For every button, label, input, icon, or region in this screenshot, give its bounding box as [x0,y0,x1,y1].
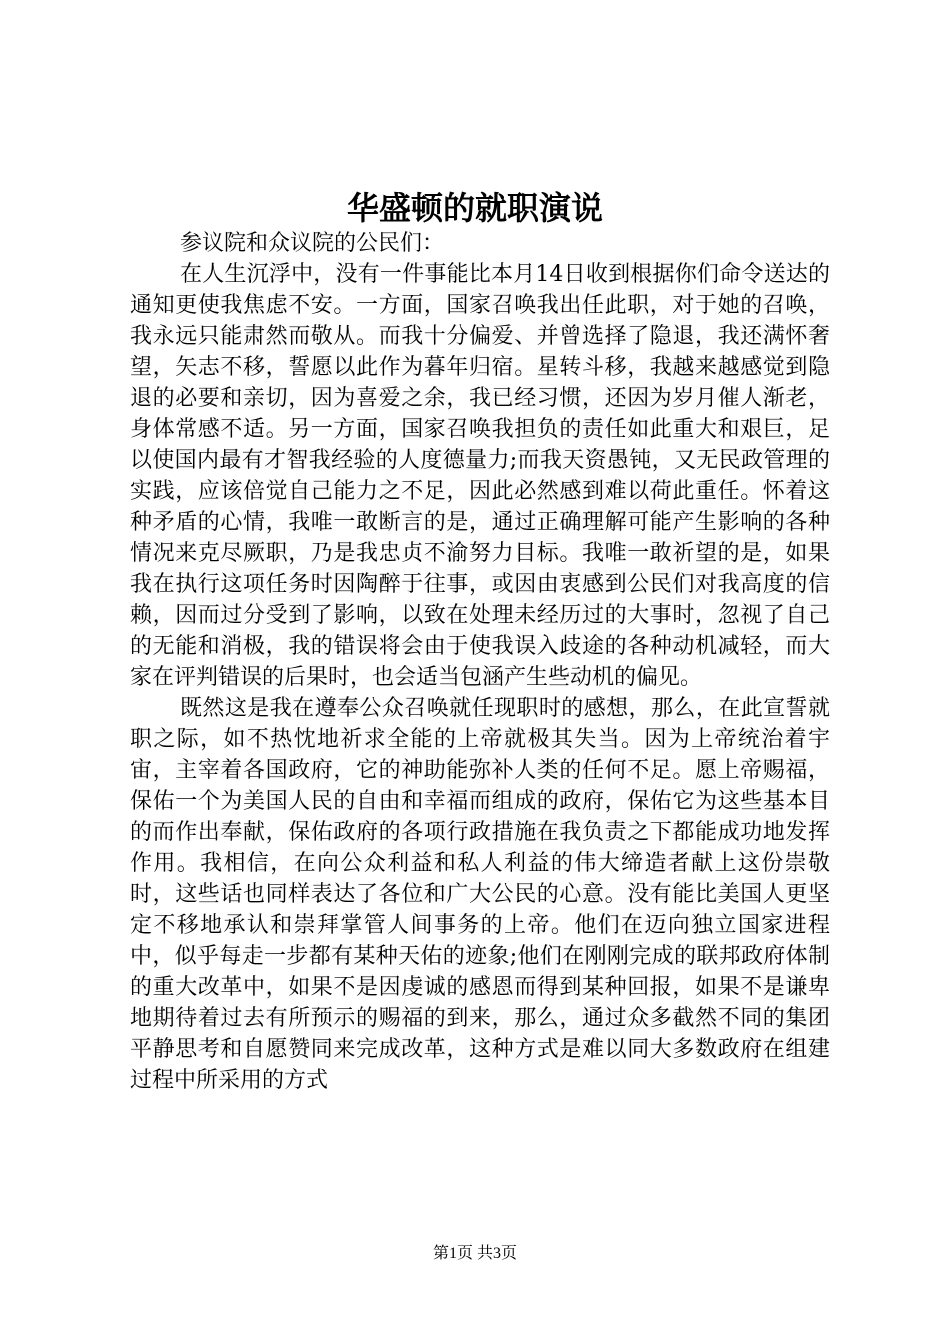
page-footer: 第1页 共3页 [432,1245,517,1262]
paragraph-2: 既然这是我在遵奉公众召唤就任现职时的感想，那么，在此宣誓就职之际，如不热忱地祈求全能的上帝就极其失当。因为上帝统治着宇宙，主宰着各国政府，它的神助能弥补人类的任何不足。愿上帝赐福，保佑一个为美国人民的自由和幸福而组成的政府，保佑它为这些基本目的而作出奉献，保佑政府的各项行政措施在我负责之下都能成功地发挥作用。我相信，在向公众利益和私人利益的伟大缔造者献上这份崇敬时，这些话也同样表达了各位和广大公民的心意。没有能比美国人更坚定不移地承认和崇拜掌管人间事务的上帝。他们在迈向独立国家进程中，似乎每走一步都有某种天佑的迹象;他们在刚刚完成的联邦政府体制的重大改革中，如果不是因虔诚的感恩而得到某种回报，如果不是谦卑地期待着过去有所预示的赐福的到来，那么，通过众多截然不同的集团平静思考和自愿赞同来完成改革，这种方式是难以同大多数政府在组建过程中所采用的方式 [130,696,830,1093]
paragraph-1: 在人生沉浮中，没有一件事能比本月14日收到根据你们命令送达的通知更使我焦虑不安。一方面，国家召唤我出任此职，对于她的召唤，我永远只能肃然而敬从。而我十分偏爱、并曾选择了隐退，我还满怀奢望，矢志不移，誓愿以此作为暮年归宿。星转斗移，我越来越感觉到隐退的必要和亲切，因为喜爱之余，我已经习惯，还因为岁月催人渐老，身体常感不适。另一方面，国家召唤我担负的责任如此重大和艰巨，足以使国内最有才智我经验的人度德量力;而我天资愚钝，又无民政管理的实践，应该倍觉自己能力之不足，因此必然感到难以荷此重任。怀着这种矛盾的心情，我唯一敢断言的是，通过正确理解可能产生影响的各种情况来克尽厥职，乃是我忠贞不渝努力目标。我唯一敢祈望的是，如果我在执行这项任务时因陶醉于往事，或因由衷感到公民们对我高度的信赖，因而过分受到了影响，以致在处理未经历过的大事时，忽视了自己的无能和消极，我的错误将会由于使我误入歧途的各种动机减轻，而大家在评判错误的后果时，也会适当包涵产生些动机的偏见。 [130,262,830,690]
document-title: 华盛顿的就职演说 [346,189,603,227]
salutation: 参议院和众议院的公民们： [180,231,445,256]
document-body [130,228,830,1096]
